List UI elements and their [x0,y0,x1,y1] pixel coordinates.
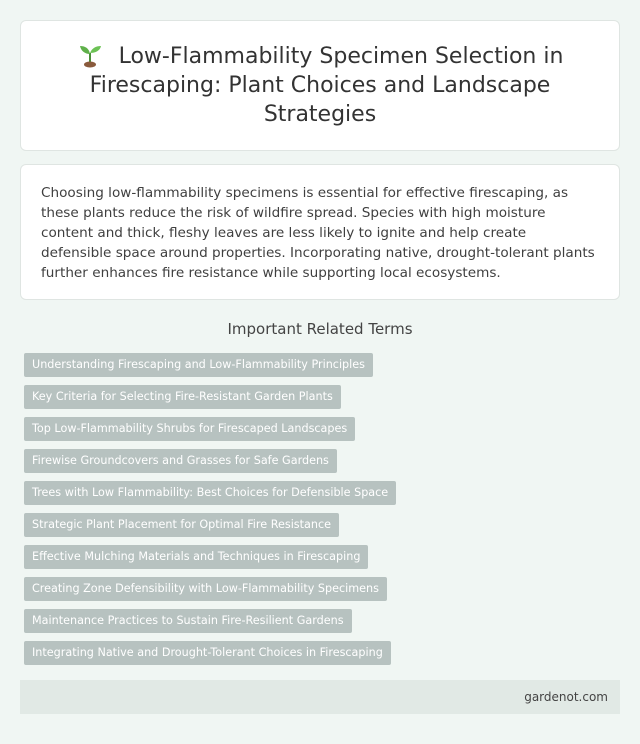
related-term-chip[interactable]: Maintenance Practices to Sustain Fire-Resilient Gardens [24,609,352,633]
intro-card [20,164,620,300]
related-term-chip[interactable]: Top Low-Flammability Shrubs for Firescaped Landscapes [24,417,355,441]
page-title-text: Low-Flammability Specimen Selection in Firescaping: Plant Choices and Landscape Strategies [89,44,564,127]
related-terms-list [24,353,620,673]
related-term-chip[interactable]: Effective Mulching Materials and Techniques in Firescaping [24,545,368,569]
related-term-chip[interactable]: Creating Zone Defensibility with Low-Flammability Specimens [24,577,387,601]
related-terms-heading: Important Related Terms [227,320,413,338]
related-term-chip[interactable]: Key Criteria for Selecting Fire-Resistant Garden Plants [24,385,341,409]
related-term-chip[interactable]: Understanding Firescaping and Low-Flammability Principles [24,353,373,377]
footer [20,680,620,714]
related-term-chip[interactable]: Strategic Plant Placement for Optimal Fire Resistance [24,513,339,537]
page-title [21,42,619,129]
footer-site-link[interactable]: gardenot.com [524,690,608,704]
title-card [20,20,620,151]
seedling-icon [77,42,103,68]
related-term-chip[interactable]: Trees with Low Flammability: Best Choices for Defensible Space [24,481,396,505]
related-term-chip[interactable]: Integrating Native and Drought-Tolerant Choices in Firescaping [24,641,391,665]
intro-paragraph: Choosing low-flammability specimens is essential for effective firescaping, as these plants reduce the risk of wildfire spread. Species with high moisture content and thick, fleshy leaves are less likely to ignite and help create defensible space around properties. Incorporating native, drought-tolerant plants further enhances fire resistance while supporting local ecosystems. [41,185,595,281]
related-term-chip[interactable]: Firewise Groundcovers and Grasses for Safe Gardens [24,449,337,473]
